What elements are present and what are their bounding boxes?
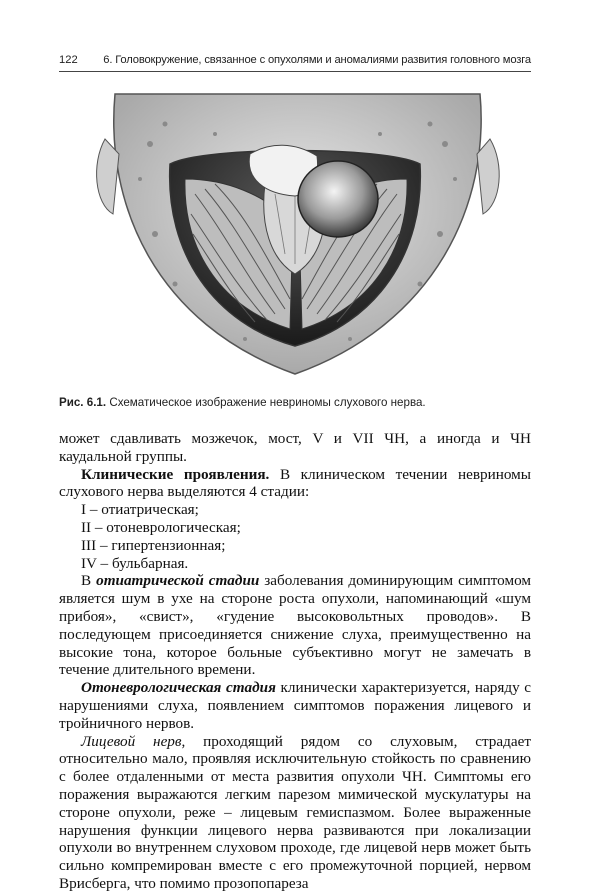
otoneuro-text: клинически характеризуется, наряду с нарушениями слуха, появлением симптомов поражения лицевого и тройничного нервов. <box>59 679 531 732</box>
otiatric-term: отиатрической стадии <box>96 572 260 590</box>
stage-item: II – отоневрологическая; <box>81 518 241 536</box>
otiatric-prefix: В <box>81 572 97 590</box>
paragraph-facial <box>59 733 531 893</box>
body-text <box>59 430 531 893</box>
running-header <box>59 54 531 72</box>
otiatric-text: заболевания доминирующим симптомом является шум в ухе на стороне роста опухоли, напоминающий «шум прибоя», «свист», «гудение высоковольтных проводов». В последующем присоединяется снижение слуха, преимущественно на высокие тона, которое больные субъективно могут не замечать в течение длительного времени. <box>59 572 531 679</box>
caption-label: Рис. 6.1. <box>59 396 107 409</box>
skull-base-illustration <box>95 84 515 384</box>
figure-caption <box>59 396 531 409</box>
figure-illustration <box>95 84 515 384</box>
stage-item: I – отиатрическая; <box>81 501 199 519</box>
stage-item: IV – бульбарная. <box>81 554 189 572</box>
paragraph-clinical <box>59 466 531 502</box>
paragraph-1: может сдавливать мозжечок, мост, V и VII ЧН, а иногда и ЧН каудальной группы. <box>59 430 531 465</box>
otoneuro-term: Отоневрологическая стадия <box>81 679 276 697</box>
facial-term: Лицевой нерв <box>81 732 182 750</box>
running-title: 6. Головокружение, связанное с опухолями и аномалиями развития головного мозга <box>103 54 531 66</box>
clinical-heading: Клинические проявления. <box>81 465 270 483</box>
paragraph-otoneuro <box>59 679 531 732</box>
stage-item: III – гипертензионная; <box>81 536 226 554</box>
page-number: 122 <box>59 54 78 66</box>
header-rule <box>59 71 531 72</box>
paragraph-otiatric <box>59 572 531 679</box>
facial-text: , проходящий рядом со слуховым, страдает относительно мало, проявляя исключительную стойкость по сравнению с более отдаленными от места развития опухоли ЧН. Симптомы его поражения выражаются легким парезом мимической мускулатуры на стороне опухоли, реже – лицевым гемиспазмом. Более выраженные нарушения функции лицевого нерва развиваются при локализации опухоли во внутреннем слуховом проходе, где лицевой нерв может быть сильно компремирован вместе с его промежуточной порцией, нервом Врисберга, что помимо прозопопареза <box>59 732 531 892</box>
caption-text: Схематическое изображение невриномы слухового нерва. <box>106 396 426 409</box>
clinical-text: В клиническом течении невриномы слухового нерва выделяются 4 стадии: <box>59 465 531 501</box>
